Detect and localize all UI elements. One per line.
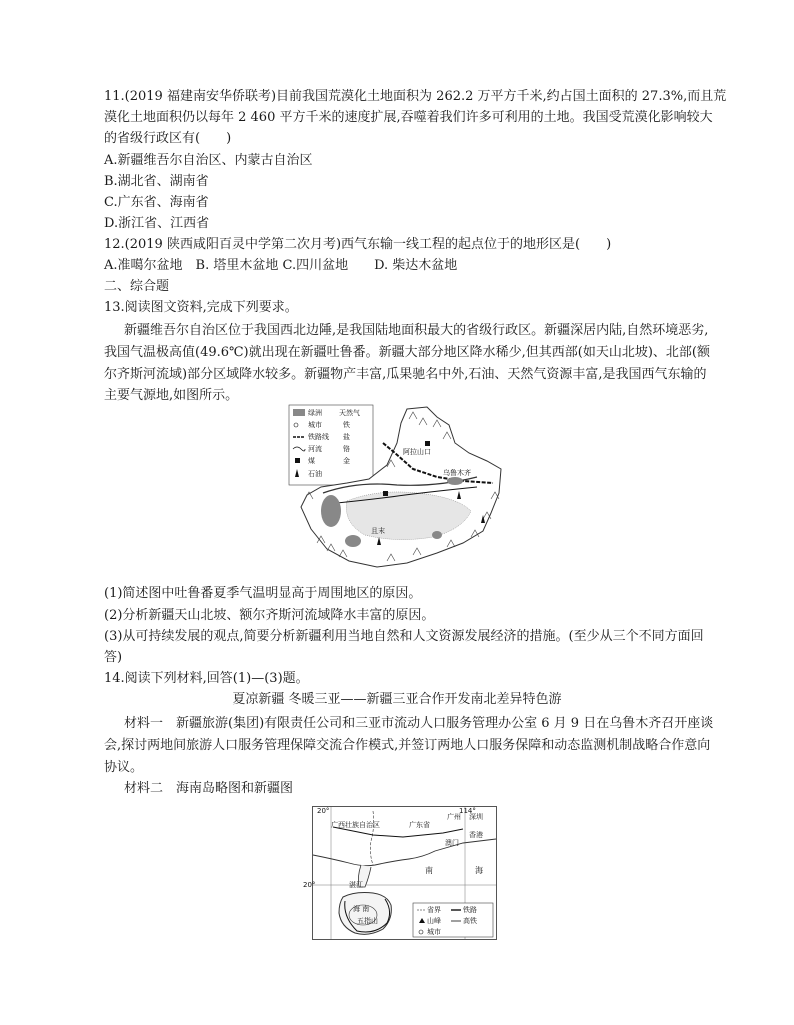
legend-hsr-label: 高铁 <box>463 917 477 925</box>
label-south: 南 <box>425 866 433 875</box>
q11-option-c: C.广东省、海南省 <box>104 195 209 210</box>
legend-chromium-label: 铬 <box>343 445 350 453</box>
label-wuzhishan: 五指山 <box>357 917 378 925</box>
legend-gas-label: 天然气 <box>339 409 360 417</box>
hainan-map-svg <box>303 807 496 939</box>
q11-line-3: 的省级行政区有( ) <box>104 131 232 146</box>
q13-paragraph-line-3: 尔齐斯河流域)部分区域降水较多。新疆物产丰富,瓜果驰名中外,石油、天然气资源丰富,是我国西气东输的 <box>104 367 707 382</box>
q14-material-1-line-2: 会,探讨两地间旅游人口服务管理保障交流合作模式,并签订两地人口服务保障和动态监测机制战略合作意向 <box>104 738 711 753</box>
legend-oasis-label: 绿洲 <box>308 409 322 417</box>
legend-border-label: 省界 <box>427 906 441 914</box>
legend-peak-label: 山峰 <box>427 917 441 925</box>
q14-stem: 14.阅读下列材料,回答(1)—(3)题。 <box>104 671 309 686</box>
q11-option-a: A.新疆维吾尔自治区、内蒙古自治区 <box>104 153 313 168</box>
label-zhanjiang: 湛江 <box>349 881 363 889</box>
lat-label: 20° <box>303 881 316 889</box>
q13-sub-question-3b: 答) <box>104 650 123 665</box>
section-heading: 二、综合题 <box>104 279 170 294</box>
hainan-map-legend <box>413 903 493 937</box>
q14-title: 夏凉新疆 冬暖三亚——新疆三亚合作开发南北差异特色游 <box>232 692 562 707</box>
legend-city-label: 城市 <box>308 421 322 429</box>
xinjiang-map-svg <box>287 403 507 575</box>
legend-city-label-2: 城市 <box>427 928 441 936</box>
map-label-urumqi: 乌鲁木齐 <box>443 469 471 477</box>
q13-stem: 13.阅读图文资料,完成下列要求。 <box>104 300 298 315</box>
q12-options: A.准噶尔盆地 B. 塔里木盆地 C.四川盆地 D. 柴达木盆地 <box>104 258 458 273</box>
lon-label-right: 114° <box>459 807 476 815</box>
q14-material-1-line-3: 协议。 <box>104 760 144 775</box>
q11-line-2: 漠化土地面积仍以每年 2 460 平方千米的速度扩展,吞噬着我们许多可利用的土地。我国受荒漠化影响较大 <box>104 110 713 125</box>
label-guangxi: 广西壮族自治区 <box>331 821 380 829</box>
legend-oil-label: 石油 <box>308 470 322 478</box>
q12-stem: 12.(2019 陕西咸阳百灵中学第二次月考)西气东输一线工程的起点位于的地形区是( ) <box>104 237 612 252</box>
q11-option-d: D.浙江省、江西省 <box>104 216 210 231</box>
label-guangzhou: 广州 <box>447 813 461 821</box>
q14-material-2: 材料二 海南岛略图和新疆图 <box>124 781 294 796</box>
mainland-coastline <box>313 839 496 866</box>
lon-label-left: 20° <box>317 807 330 815</box>
legend-coal-icon <box>295 458 300 463</box>
legend-oasis-swatch <box>293 409 305 416</box>
hainan-map <box>303 806 497 940</box>
oasis-hotan <box>345 535 361 547</box>
coal-symbol-2 <box>383 491 388 496</box>
map-legend-box <box>289 405 373 485</box>
legend-coal-label: 煤 <box>308 457 315 465</box>
q13-paragraph-line-4: 主要气源地,如图所示。 <box>104 388 239 403</box>
oasis-turpan <box>447 477 463 485</box>
legend-gold-label: 金 <box>343 457 350 465</box>
map-label-qiemo: 且末 <box>371 527 385 535</box>
q14-material-1-line-1: 材料一 新疆旅游(集团)有限责任公司和三亚市流动人口服务管理办公室 6 月 9 日在乌鲁木齐召开座谈 <box>124 716 714 731</box>
legend-railway-label-2: 铁路 <box>463 906 477 914</box>
oasis-kashgar <box>321 495 341 527</box>
label-macau: 澳门 <box>445 839 459 847</box>
label-guangdong: 广东省 <box>409 821 430 829</box>
q13-paragraph-line-1: 新疆维吾尔自治区位于我国西北边陲,是我国陆地面积最大的省级行政区。新疆深居内陆,自然环境恶劣, <box>124 323 709 338</box>
label-hongkong: 香港 <box>469 831 483 839</box>
q13-sub-question-1: (1)简述图中吐鲁番夏季气温明显高于周围地区的原因。 <box>104 586 422 601</box>
hainan-island <box>339 893 391 935</box>
guangxi-guangdong-border <box>370 811 373 865</box>
label-sea: 海 <box>475 866 483 875</box>
q13-paragraph-line-2: 我国气温极高值(49.6℃)就出现在新疆吐鲁番。新疆大部分地区降水稀少,但其西部(如天山北坡)、北部(额 <box>104 345 710 360</box>
q13-sub-question-2: (2)分析新疆天山北坡、额尔齐斯河流域降水丰富的原因。 <box>104 608 435 623</box>
xinjiang-map <box>287 403 507 575</box>
coal-symbol <box>425 441 430 446</box>
q11-option-b: B.湖北省、湖南省 <box>104 174 209 189</box>
legend-iron-label: 铁 <box>343 421 350 429</box>
legend-salt-label: 盐 <box>343 433 350 441</box>
q11-line-1: 11.(2019 福建南安华侨联考)目前我国荒漠化土地面积为 262.2 万平方千米,约占国土面积的 27.3%,而且荒 <box>104 89 727 104</box>
oasis-qiemo <box>432 531 442 539</box>
q13-sub-question-3a: (3)从可持续发展的观点,简要分析新疆利用当地自然和人文资源发展经济的措施。(至少从三个不同方面回 <box>104 629 704 644</box>
legend-river-label: 河流 <box>308 445 322 453</box>
label-hainan: 海 南 <box>353 905 370 913</box>
map-label-alashankou: 阿拉山口 <box>403 448 431 456</box>
legend-railway-label: 铁路线 <box>308 433 329 441</box>
label-shenzhen: 深圳 <box>469 813 483 821</box>
